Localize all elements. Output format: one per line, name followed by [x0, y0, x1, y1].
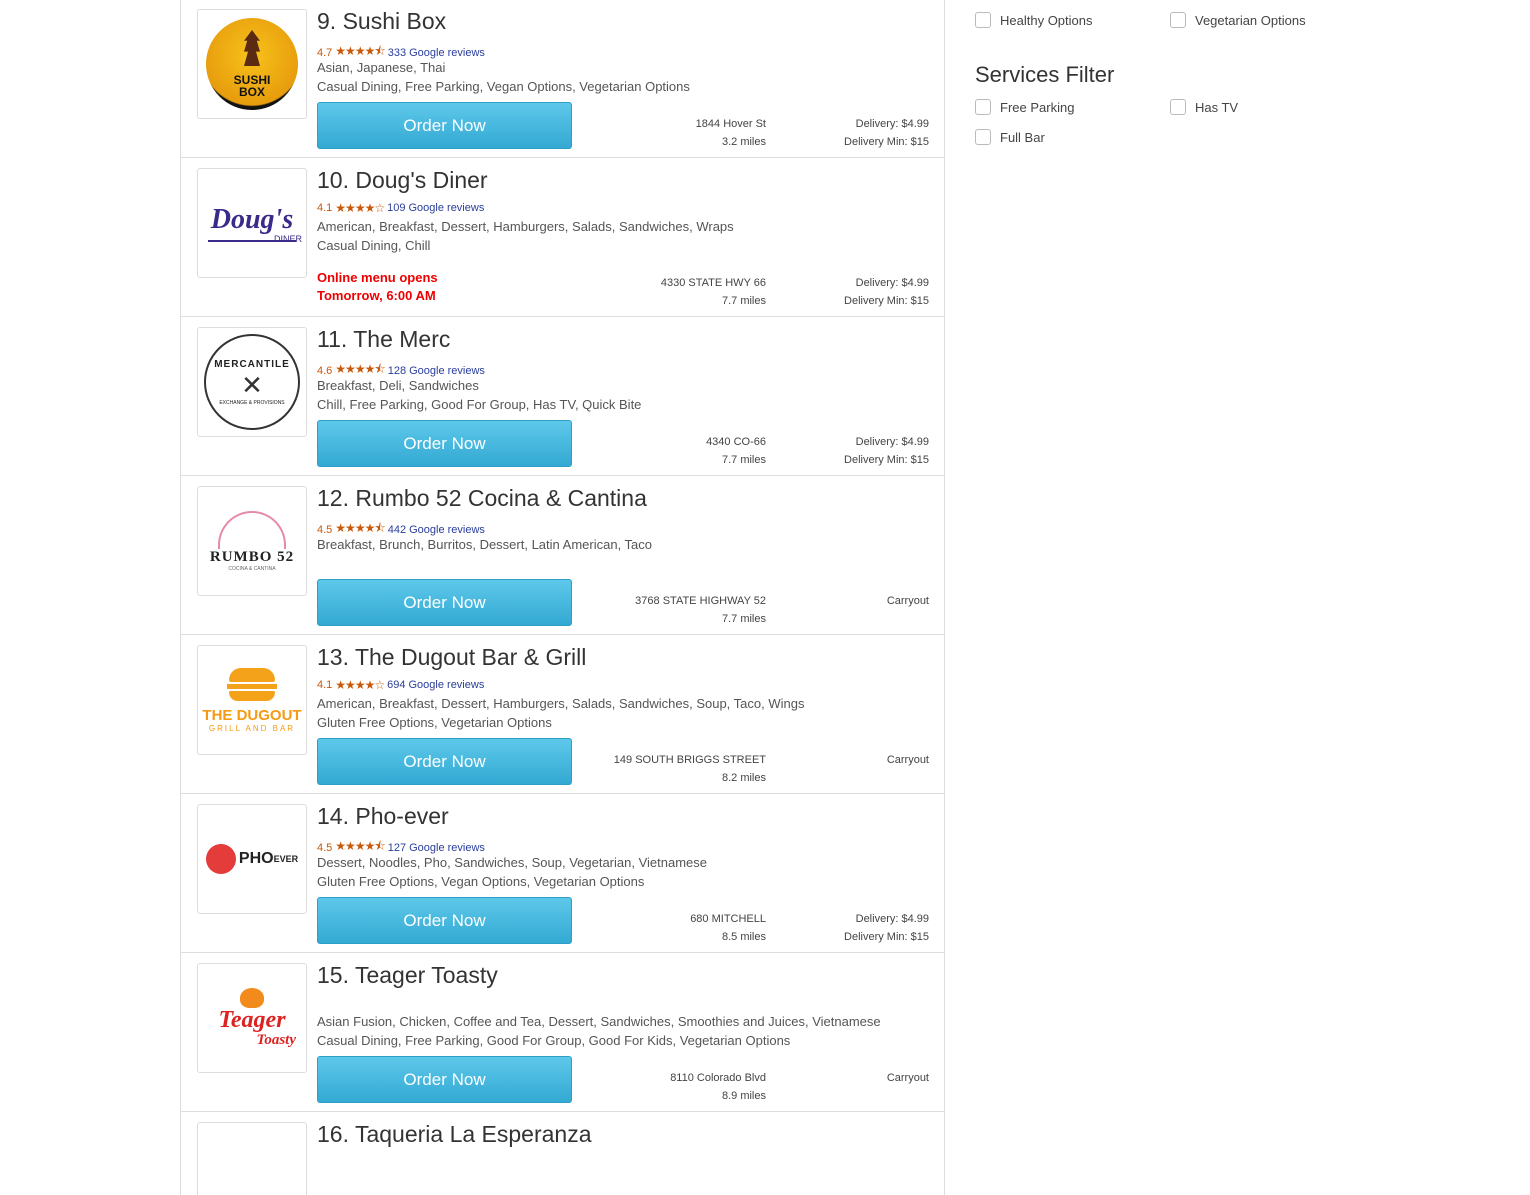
cuisine-list: Asian, Japanese, Thai [317, 60, 446, 75]
order-now-button[interactable]: Order Now [317, 102, 572, 149]
address-block [706, 433, 766, 469]
order-now-button[interactable]: Order Now [317, 579, 572, 626]
address: 149 SOUTH BRIGGS STREET [613, 754, 766, 766]
star-rating-icon: ★★★★☆ [335, 678, 385, 692]
teager-toasty-logo[interactable]: Teager Toasty [197, 963, 307, 1073]
delivery-fee: Delivery: $4.99 [855, 118, 929, 130]
distance: 8.2 miles [721, 772, 766, 784]
rating-value: 4.7 [317, 46, 333, 59]
google-reviews-link[interactable]: 127 Google reviews [387, 841, 485, 854]
services-filter-heading: Services Filter [975, 62, 1115, 87]
feature-tags: Chill, Free Parking, Good For Group, Has TV, Quick Bite [317, 397, 642, 412]
distance: 7.7 miles [721, 454, 766, 466]
distance: 8.9 miles [721, 1090, 766, 1102]
menu-closed-notice [317, 269, 438, 305]
restaurant-name[interactable]: 15. Teager Toasty [317, 962, 498, 988]
rating-value: 4.6 [317, 364, 333, 377]
rating-row [317, 201, 484, 215]
delivery-minimum: Delivery Min: $15 [844, 136, 929, 148]
closed-line: Online menu opens [317, 270, 438, 285]
google-reviews-link[interactable]: 694 Google reviews [387, 679, 485, 691]
feature-tags: Gluten Free Options, Vegetarian Options [317, 715, 552, 730]
cuisine-list: American, Breakfast, Dessert, Hamburgers, Salads, Sandwiches, Soup, Taco, Wings [317, 696, 805, 711]
star-rating-icon: ★★★★⯪ [335, 839, 385, 853]
order-now-button[interactable]: Order Now [317, 738, 572, 785]
restaurant-card [181, 476, 944, 635]
restaurant-card [181, 0, 944, 158]
restaurant-name[interactable]: 10. Doug's Diner [317, 167, 488, 193]
star-rating-icon: ★★★★☆ [335, 201, 385, 215]
cuisine-list: American, Breakfast, Dessert, Hamburgers, Salads, Sandwiches, Wraps [317, 219, 734, 234]
delivery-info [887, 592, 929, 610]
address-block [690, 910, 766, 946]
dougs-diner-logo[interactable]: Doug's DINER [197, 168, 307, 278]
address-block [696, 115, 766, 151]
delivery-minimum: Delivery Min: $15 [844, 931, 929, 943]
delivery-fee: Delivery: $4.99 [855, 436, 929, 448]
google-reviews-link[interactable]: 128 Google reviews [387, 364, 485, 377]
restaurant-name[interactable]: 14. Pho-ever [317, 803, 449, 829]
rating-value: 4.5 [317, 523, 333, 536]
delivery-fee: Delivery: $4.99 [855, 277, 929, 289]
filter-label: Has TV [1195, 99, 1239, 115]
rating-value: 4.1 [317, 679, 333, 691]
order-now-button[interactable]: Order Now [317, 897, 572, 944]
delivery-fee: Carryout [886, 754, 929, 766]
cuisine-list: Asian Fusion, Chicken, Coffee and Tea, Dessert, Sandwiches, Smoothies and Juices, Vietnamese [317, 1014, 881, 1029]
filter-free-parking[interactable] [975, 99, 1074, 115]
filter-label: Vegetarian Options [1195, 12, 1306, 28]
star-rating-icon: ★★★★⯪ [335, 44, 385, 58]
address-block [635, 592, 766, 628]
delivery-info [844, 433, 929, 469]
delivery-info [844, 274, 929, 310]
address-block [614, 751, 766, 787]
distance: 7.7 miles [721, 613, 766, 625]
google-reviews-link[interactable]: 442 Google reviews [387, 523, 485, 536]
filter-vegetarian-options[interactable] [1170, 12, 1306, 28]
delivery-info [844, 115, 929, 151]
cuisine-list: Breakfast, Deli, Sandwiches [317, 378, 479, 393]
checkbox[interactable] [975, 12, 991, 28]
restaurant-card [181, 1112, 944, 1195]
feature-tags: Casual Dining, Free Parking, Vegan Options, Vegetarian Options [317, 79, 690, 94]
filter-healthy-options[interactable] [975, 12, 1093, 28]
checkbox[interactable] [1170, 99, 1186, 115]
feature-tags: Casual Dining, Free Parking, Good For Group, Good For Kids, Vegetarian Options [317, 1033, 791, 1048]
restaurant-card [181, 317, 944, 476]
delivery-fee: Delivery: $4.99 [855, 913, 929, 925]
rating-value: 4.1 [317, 202, 333, 214]
checkbox[interactable] [975, 129, 991, 145]
address-block [670, 1069, 766, 1105]
filter-full-bar[interactable] [975, 129, 1045, 145]
closed-line: Tomorrow, 6:00 AM [317, 288, 436, 303]
cuisine-list: Breakfast, Brunch, Burritos, Dessert, Latin American, Taco [317, 537, 653, 552]
delivery-info [887, 1069, 929, 1087]
restaurant-name[interactable]: 13. The Dugout Bar & Grill [317, 644, 587, 670]
google-reviews-link[interactable]: 109 Google reviews [387, 202, 485, 214]
distance: 8.5 miles [721, 931, 766, 943]
rating-value: 4.5 [317, 841, 333, 854]
feature-tags: Casual Dining, Chill [317, 238, 431, 253]
delivery-info [887, 751, 929, 769]
checkbox[interactable] [1170, 12, 1186, 28]
sushi-box-logo[interactable]: SUSHI BOX [197, 9, 307, 119]
delivery-info [844, 910, 929, 946]
dugout-logo[interactable]: THE DUGOUT GRILL AND BAR [197, 645, 307, 755]
filter-label: Healthy Options [1000, 12, 1093, 28]
cuisine-list: Dessert, Noodles, Pho, Sandwiches, Soup, Vegetarian, Vietnamese [317, 855, 707, 870]
checkbox[interactable] [975, 99, 991, 115]
filter-label: Full Bar [1000, 129, 1045, 145]
address: 8110 Colorado Blvd [670, 1072, 766, 1084]
rating-row [317, 678, 484, 692]
feature-tags: Gluten Free Options, Vegan Options, Vegetarian Options [317, 874, 645, 889]
address-block [661, 274, 766, 310]
distance: 3.2 miles [721, 136, 766, 148]
address: 4330 STATE HWY 66 [660, 277, 766, 289]
distance: 7.7 miles [721, 295, 766, 307]
restaurant-name[interactable]: 16. Taqueria La Esperanza [317, 1121, 592, 1147]
delivery-fee: Carryout [886, 595, 929, 607]
order-now-button[interactable]: Order Now [317, 420, 572, 467]
delivery-minimum: Delivery Min: $15 [844, 454, 929, 466]
address: 680 MITCHELL [690, 913, 766, 925]
google-reviews-link[interactable]: 333 Google reviews [387, 46, 485, 59]
order-now-button[interactable]: Order Now [317, 1056, 572, 1103]
restaurant-card [181, 158, 944, 317]
restaurant-name[interactable]: 9. Sushi Box [317, 8, 447, 34]
delivery-fee: Carryout [886, 1072, 929, 1084]
star-rating-icon: ★★★★⯪ [335, 362, 385, 376]
address: 4340 CO-66 [706, 436, 766, 448]
restaurant-card [181, 635, 944, 794]
restaurant-name[interactable]: 12. Rumbo 52 Cocina & Cantina [317, 485, 647, 511]
filter-has-tv[interactable] [1170, 99, 1238, 115]
mercantile-logo[interactable]: MERCANTILE ✕ EXCHANGE & PROVISIONS [197, 327, 307, 437]
star-rating-icon: ★★★★⯪ [335, 521, 385, 535]
filter-label: Free Parking [1000, 99, 1075, 115]
restaurant-name[interactable]: 11. The Merc [317, 326, 451, 352]
restaurant-card [181, 953, 944, 1112]
rumbo-52-logo[interactable]: RUMBO 52 COCINA & CANTINA [197, 486, 307, 596]
address: 3768 STATE HIGHWAY 52 [635, 595, 766, 607]
restaurant-card [181, 794, 944, 953]
pho-ever-logo[interactable]: PHO EVER [197, 804, 307, 914]
address: 1844 Hover St [695, 118, 766, 130]
restaurant-list [180, 0, 945, 1195]
taqueria-logo[interactable] [197, 1122, 307, 1195]
delivery-minimum: Delivery Min: $15 [844, 295, 929, 307]
